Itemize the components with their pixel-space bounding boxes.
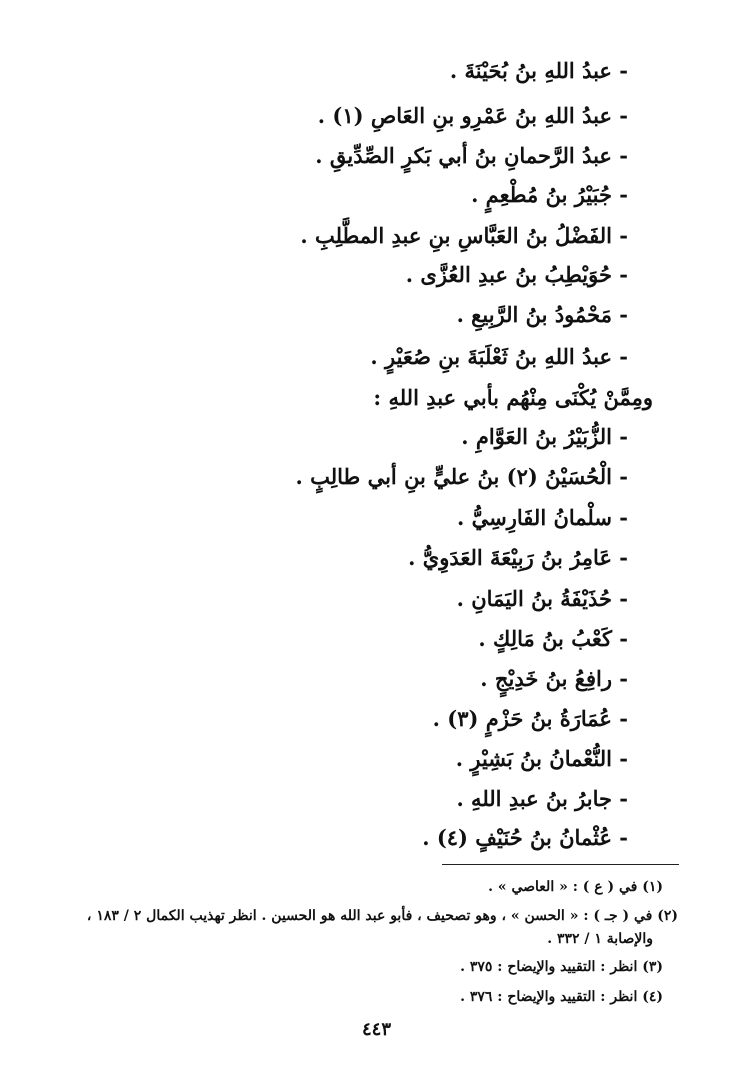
page-number: ٤٤٣ — [361, 1019, 391, 1040]
entry-abdullah-ibn-amr: - عبدُ اللهِ بنُ عَمْرِو بنِ العَاصِ (١) . — [317, 103, 628, 128]
entry-abdullah-ibn-thalabah: - عبدُ اللهِ بنُ ثَعْلَبَةَ بنِ صُعَيْرٍ . — [370, 344, 628, 369]
footnote-4: (٤) انظر : التقييد والإيضاح : ٣٧٦ . — [460, 989, 663, 1005]
entry-uthman-ibn-hunayf: - عُثْمانُ بنُ حُنَيْفٍ (٤) . — [422, 825, 628, 850]
entry-husayn: - الْحُسَيْنُ (٢) بنُ عليٍّ بنِ أبي طالِبٍ . — [295, 464, 628, 489]
footnote-2: (٢) في ( جـ ) : « الحسن » ، وهو تصحيف ، فأبو عبد الله هو الحسين . انظر تهذيب الكمال ٢ / ١٨٣ ، — [86, 908, 678, 924]
footnote-3: (٣) انظر : التقييد والإيضاح : ٣٧٥ . — [460, 959, 663, 975]
entry-numan-ibn-bashir: - النُّعْمانُ بنُ بَشِيْرٍ . — [455, 746, 628, 771]
entry-jubayr-ibn-mutim: - جُبَيْرُ بنُ مُطْعِمٍ . — [471, 182, 628, 207]
footnote-separator — [442, 864, 679, 865]
footnote-1: (١) في ( ع ) : « العاصي » . — [488, 879, 663, 895]
entry-mahmud-ibn-rabi: - مَحْمُودُ بنُ الرَّبِيعِ . — [456, 302, 628, 327]
entry-zubayr: - الزُّبَيْرُ بنُ العَوَّامِ . — [461, 424, 628, 449]
entry-kab-ibn-malik: - كَعْبُ بنُ مَالِكٍ . — [478, 626, 628, 651]
entry-huwaytib: - حُوَيْطِبُ بنُ عبدِ العُزَّى . — [405, 262, 628, 287]
entry-hudhayfah: - حُذَيْفَةُ بنُ اليَمَانِ . — [456, 586, 628, 611]
entry-abdulrahman-ibn-abi-bakr: - عبدُ الرَّحمانِ بنُ أبي بَكرٍ الصِّدِّيقِ . — [315, 143, 628, 168]
entry-salman: - سلْمانُ الفَارِسِيُّ . — [457, 505, 628, 530]
entry-rafi-ibn-khadij: - رافِعُ بنُ خَدِيْجٍ . — [480, 666, 628, 691]
entry-amir-ibn-rabiah: - عَامِرُ بنُ رَبِيْعَةَ العَدَوِيُّ . — [408, 545, 628, 570]
entry-umarah-ibn-hazm: - عُمَارَةُ بنُ حَزْمٍ (٣) . — [432, 706, 628, 731]
entry-jabir: - جابرُ بنُ عبدِ اللهِ . — [456, 786, 628, 811]
footnote-2-continued: والإصابة ١ / ٣٣٢ . — [547, 931, 653, 947]
section-subheading: ومِمَّنْ يُكْنَى مِنْهُم بأبي عبدِ اللهِ : — [373, 385, 653, 410]
entry-abdullah-ibn-buhaynah: - عبدُ اللهِ بنُ بُحَيْنَةَ . — [449, 58, 628, 83]
entry-fadl-ibn-abbas: - الفَضْلُ بنُ العَبَّاسِ بنِ عبدِ المطَّلِبِ . — [300, 223, 628, 248]
